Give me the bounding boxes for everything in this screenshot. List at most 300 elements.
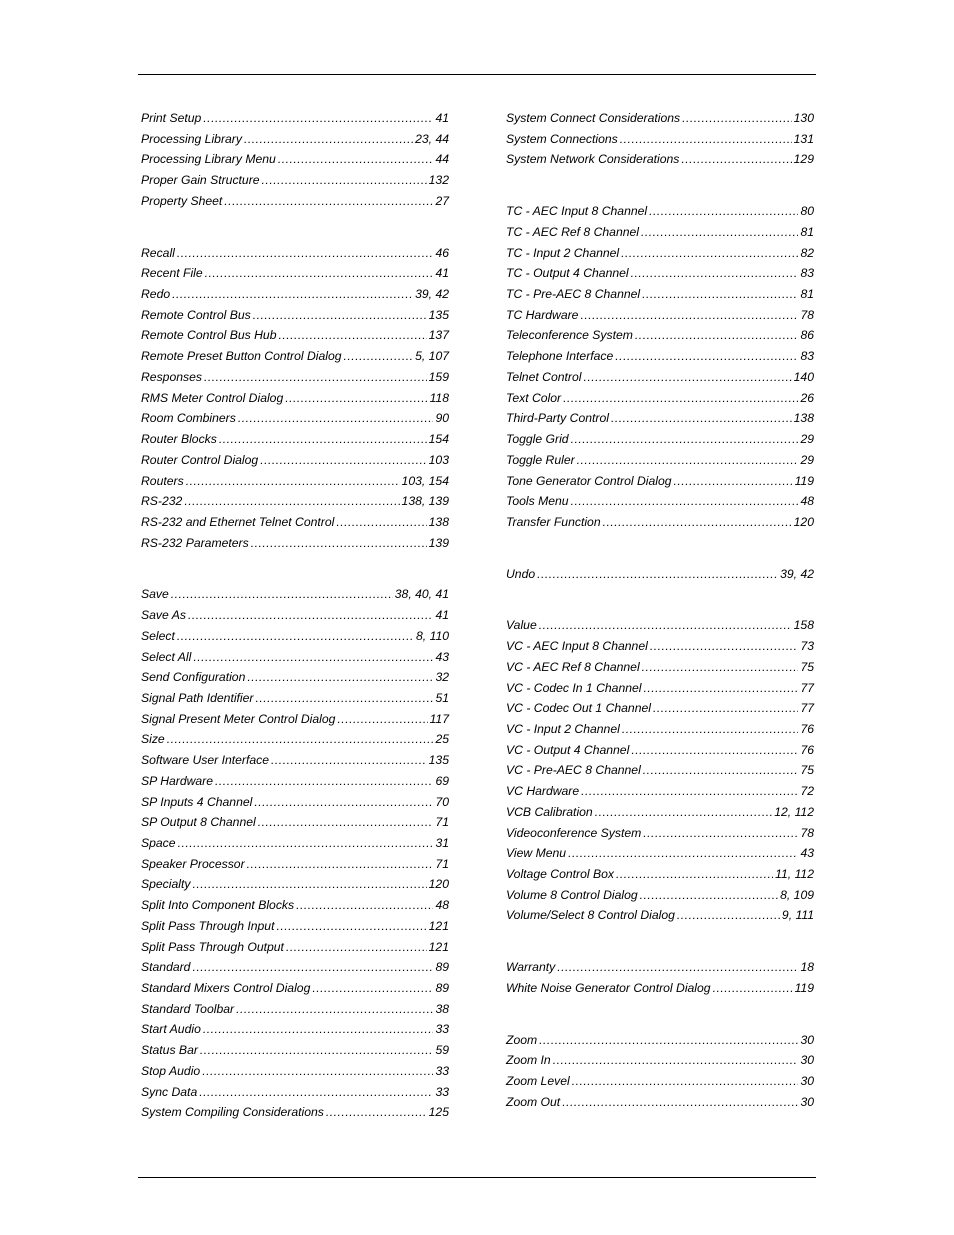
index-page-numbers: 11, 112	[775, 867, 814, 881]
dot-leader	[296, 895, 433, 916]
index-term: Split Into Component Blocks	[141, 898, 295, 913]
index-entry	[506, 1030, 814, 1051]
index-entry	[141, 1102, 449, 1123]
index-term: View Menu	[506, 846, 567, 861]
index-entry	[141, 325, 449, 346]
dot-leader	[562, 1092, 798, 1113]
index-page-numbers: 9, 111	[781, 908, 814, 923]
index-term: Responses	[141, 369, 202, 384]
index-term: Volume 8 Control Dialog	[506, 887, 638, 902]
index-term: RS-232	[141, 494, 183, 509]
index-term: VC - Codec In 1 Channel	[506, 680, 642, 695]
index-entry	[506, 719, 814, 740]
dot-leader	[326, 1102, 427, 1123]
dot-leader	[254, 792, 433, 813]
dot-leader	[635, 325, 799, 346]
index-page-numbers: 43	[435, 649, 449, 664]
index-entry	[506, 471, 814, 492]
index-page-numbers: 158	[793, 618, 814, 633]
index-entry	[506, 388, 814, 409]
index-entry	[141, 1082, 449, 1103]
dot-leader	[236, 999, 433, 1020]
index-page-numbers: 135	[428, 307, 449, 322]
index-page-numbers: 30	[800, 1053, 814, 1068]
index-term: VCB Calibration	[506, 804, 593, 819]
index-entry	[141, 243, 449, 264]
index-term: Processing Library Menu	[141, 152, 276, 167]
index-term: Redo	[141, 287, 171, 302]
dot-leader	[336, 512, 426, 533]
dot-leader	[286, 937, 427, 958]
index-term: Proper Gain Structure	[141, 173, 260, 188]
index-term: Remote Control Bus Hub	[141, 328, 277, 343]
index-term: Toggle Grid	[506, 432, 569, 447]
index-page-numbers: 140	[793, 369, 814, 384]
index-entry	[506, 957, 814, 978]
index-term: Specialty	[141, 877, 191, 892]
index-term: Split Pass Through Output	[141, 939, 284, 954]
dot-leader	[258, 812, 434, 833]
dot-leader	[653, 698, 798, 719]
index-term: Save	[141, 587, 169, 602]
index-entry	[506, 823, 814, 844]
dot-leader	[539, 615, 792, 636]
dot-leader	[583, 367, 791, 388]
index-entry	[141, 108, 449, 129]
index-term: TC - Output 4 Channel	[506, 266, 629, 281]
index-entry	[141, 605, 449, 626]
index-entry	[141, 647, 449, 668]
dot-leader	[563, 388, 798, 409]
index-page-numbers: 78	[800, 825, 814, 840]
dot-leader	[200, 1040, 434, 1061]
index-page-numbers: 138, 139	[401, 494, 449, 509]
index-page-numbers: 89	[435, 960, 449, 975]
index-term: Remote Control Bus	[141, 307, 251, 322]
index-entry	[141, 626, 449, 647]
dot-leader	[276, 916, 426, 937]
index-page-numbers: 120	[793, 514, 814, 529]
index-page-numbers: 130	[793, 111, 814, 125]
dot-leader	[615, 346, 798, 367]
index-page-numbers: 31	[435, 836, 449, 850]
index-entry	[506, 129, 814, 150]
index-page-numbers: 138	[793, 411, 814, 426]
index-entry	[506, 325, 814, 346]
index-term: Standard Toolbar	[141, 1001, 235, 1016]
index-page-numbers: 75	[800, 659, 814, 674]
index-term: VC Hardware	[506, 784, 580, 799]
index-page-numbers: 119	[794, 473, 814, 488]
index-entry	[506, 346, 814, 367]
index-page-numbers: 129	[793, 152, 814, 167]
index-page-numbers: 71	[435, 856, 449, 871]
index-term: Processing Library	[141, 131, 242, 146]
index-entry	[141, 512, 449, 533]
index-entry	[506, 263, 814, 284]
dot-leader	[255, 688, 433, 709]
dot-leader	[171, 584, 393, 605]
dot-leader	[188, 605, 434, 626]
index-term: SP Inputs 4 Channel	[141, 794, 253, 809]
index-term: Save As	[141, 608, 186, 623]
index-page-numbers: 33	[435, 1084, 449, 1099]
index-entry	[506, 450, 814, 471]
index-term: Speaker Processor	[141, 856, 245, 871]
index-entry	[141, 346, 449, 367]
index-term: Telnet Control	[506, 369, 582, 384]
dot-leader	[177, 243, 434, 264]
index-page-numbers: 103	[428, 452, 449, 467]
index-entry	[141, 667, 449, 688]
index-entry	[141, 491, 449, 512]
index-page-numbers: 41	[435, 266, 449, 281]
index-page-numbers: 33	[435, 1063, 449, 1078]
dot-leader	[622, 719, 799, 740]
index-page-numbers: 29	[800, 432, 814, 447]
index-page-numbers: 83	[800, 266, 814, 281]
index-entry	[506, 905, 814, 926]
dot-leader	[337, 709, 427, 730]
index-page-numbers: 103, 154	[401, 473, 449, 488]
index-term: Print Setup	[141, 111, 202, 125]
index-term: Software User Interface	[141, 753, 270, 768]
index-letter-group	[506, 201, 814, 533]
index-page-numbers: 82	[800, 245, 814, 260]
index-term: Sync Data	[141, 1084, 198, 1099]
index-term: TC - Pre-AEC 8 Channel	[506, 287, 641, 302]
index-page-numbers: 18	[800, 960, 814, 975]
dot-leader	[677, 905, 780, 926]
index-entry	[141, 729, 449, 750]
index-term: Property Sheet	[141, 193, 223, 208]
index-term: Volume/Select 8 Control Dialog	[506, 908, 675, 923]
dot-leader	[184, 491, 399, 512]
dot-leader	[568, 843, 798, 864]
index-entry	[141, 1040, 449, 1061]
index-entry	[141, 367, 449, 388]
index-term: Third-Party Control	[506, 411, 609, 426]
index-entry	[141, 149, 449, 170]
dot-leader	[251, 533, 427, 554]
index-letter-group	[141, 108, 449, 212]
dot-leader	[203, 108, 433, 129]
dot-leader	[312, 978, 433, 999]
index-term: Standard Mixers Control Dialog	[141, 981, 311, 996]
index-entry	[141, 191, 449, 212]
index-page-numbers: 48	[435, 898, 449, 913]
index-entry	[506, 1071, 814, 1092]
index-entry	[141, 1019, 449, 1040]
index-entry	[506, 1092, 814, 1113]
index-page-numbers: 77	[800, 680, 814, 695]
index-entry	[141, 812, 449, 833]
index-term: VC - Output 4 Channel	[506, 742, 630, 757]
index-term: VC - Input 2 Channel	[506, 721, 620, 736]
index-term: Zoom In	[506, 1053, 551, 1068]
index-term: VC - Codec Out 1 Channel	[506, 701, 651, 716]
dot-leader	[603, 512, 792, 533]
index-page-numbers: 8, 109	[780, 887, 814, 902]
dot-leader	[202, 1061, 433, 1082]
index-page-numbers: 41	[435, 608, 449, 623]
index-term: Recall	[141, 245, 175, 260]
dot-leader	[631, 740, 798, 761]
index-entry	[506, 636, 814, 657]
index-term: Router Blocks	[141, 432, 217, 447]
index-entry	[506, 802, 814, 823]
index-term: VC - Pre-AEC 8 Channel	[506, 763, 641, 778]
index-term: TC Hardware	[506, 307, 579, 322]
index-entry	[506, 149, 814, 170]
index-page-numbers: 117	[429, 711, 449, 726]
index-page-numbers: 72	[800, 784, 814, 799]
dot-leader	[577, 450, 799, 471]
index-term: Toggle Ruler	[506, 452, 575, 467]
dot-leader	[616, 864, 773, 885]
index-page-numbers: 78	[800, 307, 814, 322]
index-entry	[506, 615, 814, 636]
index-term: Routers	[141, 473, 184, 488]
dot-leader	[572, 1071, 799, 1092]
index-entry	[506, 429, 814, 450]
index-term: Status Bar	[141, 1043, 198, 1058]
index-entry	[141, 771, 449, 792]
index-entry	[141, 957, 449, 978]
index-term: Standard	[141, 960, 191, 975]
index-page-numbers: 83	[800, 349, 814, 364]
dot-leader	[581, 781, 798, 802]
dot-leader	[642, 657, 799, 678]
dot-leader	[219, 429, 427, 450]
index-entry	[141, 1061, 449, 1082]
index-term: White Noise Generator Control Dialog	[506, 980, 711, 995]
index-letter-group	[506, 1030, 814, 1113]
index-page-numbers: 76	[800, 742, 814, 757]
dot-leader	[193, 647, 433, 668]
index-page-numbers: 29	[800, 452, 814, 467]
dot-leader	[244, 129, 413, 150]
index-term: Stop Audio	[141, 1063, 201, 1078]
dot-leader	[682, 108, 792, 129]
index-page-numbers: 81	[800, 287, 814, 302]
dot-leader	[278, 149, 434, 170]
index-page-numbers: 70	[435, 794, 449, 809]
dot-leader	[238, 408, 434, 429]
index-page-numbers: 118	[429, 390, 449, 405]
index-page-numbers: 26	[800, 390, 814, 405]
index-term: Zoom Level	[506, 1074, 570, 1089]
index-page-numbers: 30	[800, 1074, 814, 1089]
index-term: Signal Path Identifier	[141, 690, 254, 705]
index-term: Router Control Dialog	[141, 452, 259, 467]
index-term: RMS Meter Control Dialog	[141, 390, 284, 405]
dot-leader	[247, 854, 434, 875]
index-page-numbers: 39, 42	[415, 287, 449, 302]
index-entry	[506, 491, 814, 512]
dot-leader	[285, 388, 427, 409]
index-page-numbers: 90	[435, 411, 449, 426]
index-entry	[141, 429, 449, 450]
dot-leader	[643, 823, 798, 844]
index-term: Warranty	[506, 960, 556, 975]
index-page-numbers: 25	[435, 732, 449, 747]
index-page-numbers: 75	[800, 763, 814, 778]
dot-leader	[643, 760, 799, 781]
index-page-numbers: 89	[435, 981, 449, 996]
index-entry	[506, 978, 814, 999]
index-page-numbers: 80	[800, 204, 814, 219]
index-entry	[141, 874, 449, 895]
index-page-numbers: 8, 110	[416, 628, 449, 643]
index-entry	[141, 937, 449, 958]
index-term: Select All	[141, 649, 192, 664]
dot-leader	[537, 564, 778, 585]
index-column-right	[506, 108, 814, 1112]
index-page-numbers: 139	[428, 535, 449, 550]
dot-leader	[611, 408, 792, 429]
dot-leader	[203, 1019, 434, 1040]
index-term: VC - AEC Input 8 Channel	[506, 639, 648, 654]
index-entry	[141, 709, 449, 730]
index-page-numbers: 71	[435, 815, 449, 830]
index-entry	[141, 170, 449, 191]
dot-leader	[557, 957, 798, 978]
index-term: TC - AEC Ref 8 Channel	[506, 224, 639, 239]
index-page-numbers: 30	[800, 1032, 814, 1047]
index-page-numbers: 33	[435, 1022, 449, 1037]
index-page-numbers: 23, 44	[415, 131, 449, 146]
index-term: Remote Preset Button Control Dialog	[141, 349, 342, 364]
dot-leader	[631, 263, 799, 284]
index-term: Telephone Interface	[506, 349, 614, 364]
dot-leader	[204, 367, 427, 388]
index-page-numbers: 44	[435, 152, 449, 167]
dot-leader	[178, 833, 434, 854]
dot-leader	[649, 201, 798, 222]
dot-leader	[571, 429, 799, 450]
dot-leader	[571, 491, 799, 512]
index-entry	[141, 471, 449, 492]
dot-leader	[192, 957, 433, 978]
index-term: SP Output 8 Channel	[141, 815, 256, 830]
index-entry	[506, 512, 814, 533]
dot-leader	[199, 1082, 433, 1103]
index-entry	[506, 408, 814, 429]
index-term: RS-232 Parameters	[141, 535, 249, 550]
index-entry	[506, 284, 814, 305]
index-page-numbers: 77	[800, 701, 814, 716]
index-term: Zoom Out	[506, 1094, 561, 1109]
index-entry	[141, 854, 449, 875]
index-page-numbers: 46	[435, 245, 449, 260]
index-page-numbers: 30	[800, 1094, 814, 1109]
index-letter-group	[506, 615, 814, 926]
index-term: Zoom	[506, 1032, 538, 1047]
index-page-numbers: 159	[428, 369, 449, 384]
index-entry	[506, 678, 814, 699]
index-entry	[141, 263, 449, 284]
index-term: System Network Considerations	[506, 152, 680, 167]
index-page-numbers: 125	[428, 1105, 449, 1120]
index-letter-group	[141, 584, 449, 1123]
dot-leader	[253, 305, 427, 326]
index-entry	[141, 284, 449, 305]
index-page-numbers: 27	[435, 193, 449, 208]
index-letter-group	[141, 243, 449, 554]
index-entry	[141, 999, 449, 1020]
index-term: Value	[506, 618, 537, 633]
index-term: Tone Generator Control Dialog	[506, 473, 672, 488]
index-page-numbers: 51	[435, 690, 449, 705]
index-letter-group	[506, 108, 814, 170]
index-page-numbers: 120	[428, 877, 449, 892]
index-page-numbers: 121	[428, 939, 449, 954]
index-entry	[141, 584, 449, 605]
index-entry	[506, 843, 814, 864]
index-entry	[141, 388, 449, 409]
dot-leader	[713, 978, 793, 999]
index-term: Signal Present Meter Control Dialog	[141, 711, 336, 726]
index-entry	[506, 367, 814, 388]
dot-leader	[344, 346, 414, 367]
dot-leader	[247, 667, 433, 688]
index-entry	[506, 864, 814, 885]
index-entry	[141, 916, 449, 937]
index-page-numbers: 86	[800, 328, 814, 343]
index-entry	[506, 698, 814, 719]
dot-leader	[205, 263, 434, 284]
index-page-numbers: 69	[435, 773, 449, 788]
index-page-numbers: 12, 112	[774, 804, 814, 819]
dot-leader	[641, 222, 798, 243]
dot-leader	[177, 626, 414, 647]
index-page-numbers: 41	[435, 111, 449, 125]
dot-leader	[620, 129, 792, 150]
index-term: System Connect Considerations	[506, 111, 681, 125]
index-page-numbers: 121	[428, 918, 449, 933]
index-page-numbers: 48	[800, 494, 814, 509]
dot-leader	[192, 874, 426, 895]
index-entry	[141, 408, 449, 429]
index-term: RS-232 and Ethernet Telnet Control	[141, 514, 335, 529]
dot-leader	[553, 1050, 799, 1071]
index-letter-group	[506, 564, 814, 585]
index-page-numbers: 43	[800, 846, 814, 861]
index-page-numbers: 38, 40, 41	[394, 587, 449, 602]
index-term: Room Combiners	[141, 411, 236, 426]
index-term: Recent File	[141, 266, 203, 281]
dot-leader	[642, 284, 798, 305]
index-term: TC - AEC Input 8 Channel	[506, 204, 648, 219]
index-term: SP Hardware	[141, 773, 214, 788]
index-entry	[506, 222, 814, 243]
index-page-numbers: 39, 42	[780, 566, 814, 581]
index-term: Text Color	[506, 390, 562, 405]
dot-leader	[621, 243, 798, 264]
index-entry	[506, 243, 814, 264]
dot-leader	[644, 678, 799, 699]
dot-leader	[224, 191, 433, 212]
index-entry	[141, 688, 449, 709]
index-page-numbers: 138	[428, 514, 449, 529]
index-term: Videoconference System	[506, 825, 642, 840]
index-page-numbers: 131	[793, 131, 814, 146]
index-page-numbers: 38	[435, 1001, 449, 1016]
dot-leader	[640, 885, 778, 906]
index-term: Undo	[506, 566, 536, 581]
index-entry	[506, 564, 814, 585]
